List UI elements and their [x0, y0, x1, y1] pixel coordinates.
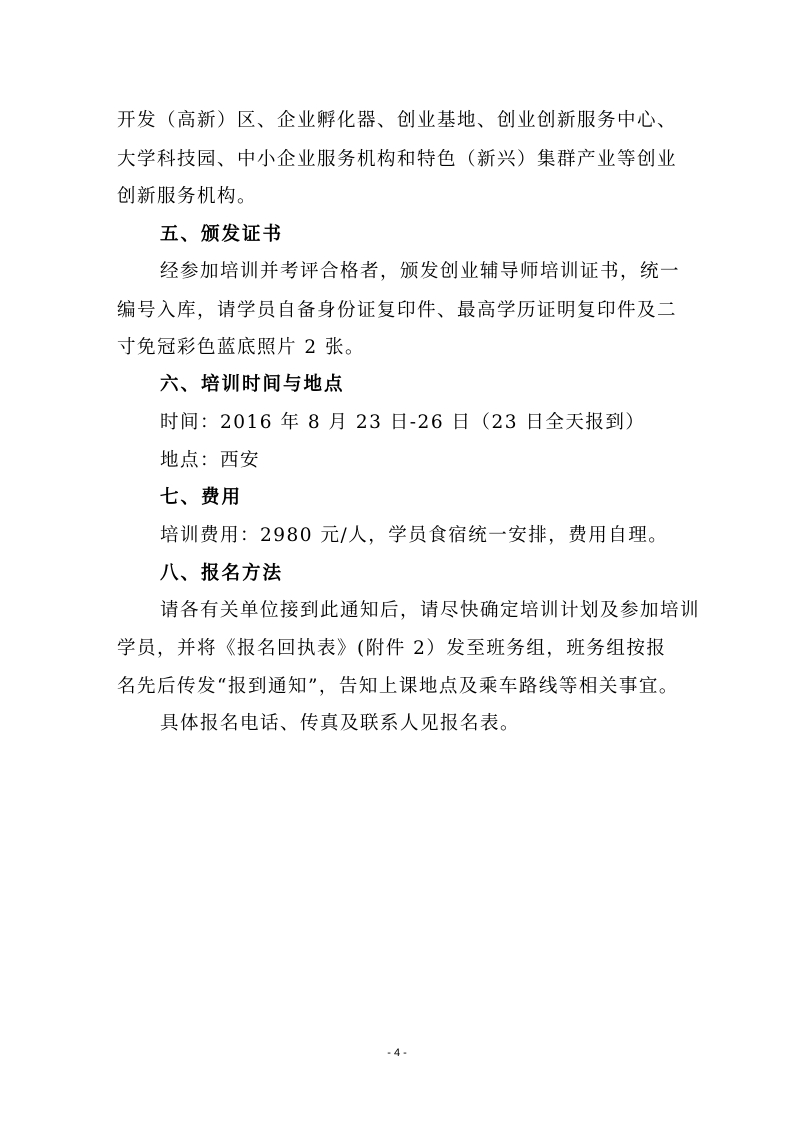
training-fee: 培训费用：2980 元/人，学员食宿统一安排，费用自理。 [160, 525, 669, 546]
paragraph-line: 开发（高新）区、企业孵化器、创业基地、创业创新服务中心、 [117, 110, 678, 131]
training-time: 时间：2016 年 8 月 23 日-26 日（23 日全天报到） [160, 412, 646, 433]
page-number: - 4 - [387, 1047, 407, 1059]
paragraph-line: 名先后传发“报到通知”，告知上课地点及乘车路线等相关事宜。 [117, 676, 679, 697]
paragraph-line: 编号入库，请学员自备身份证复印件、最高学历证明复印件及二 [117, 300, 678, 321]
paragraph-line: 寸免冠彩色蓝底照片 2 张。 [117, 337, 366, 358]
training-place: 地点：西安 [160, 450, 261, 471]
paragraph-line: 请各有关单位接到此通知后，请尽快确定培训计划及参加培训 [160, 600, 701, 621]
paragraph-line: 学员，并将《报名回执表》(附件 2）发至班务组，班务组按报 [117, 638, 667, 659]
paragraph-line: 具体报名电话、传真及联系人见报名表。 [160, 713, 521, 734]
section-heading-8: 八、报名方法 [160, 563, 284, 584]
paragraph-line: 经参加培训并考评合格者，颁发创业辅导师培训证书，统一 [160, 261, 681, 282]
paragraph-line: 大学科技园、中小企业服务机构和特色（新兴）集群产业等创业 [117, 149, 678, 170]
section-heading-7: 七、费用 [160, 487, 243, 508]
section-heading-6: 六、培训时间与地点 [160, 374, 345, 395]
paragraph-line: 创新服务机构。 [117, 186, 258, 207]
section-heading-5: 五、颁发证书 [160, 224, 284, 245]
